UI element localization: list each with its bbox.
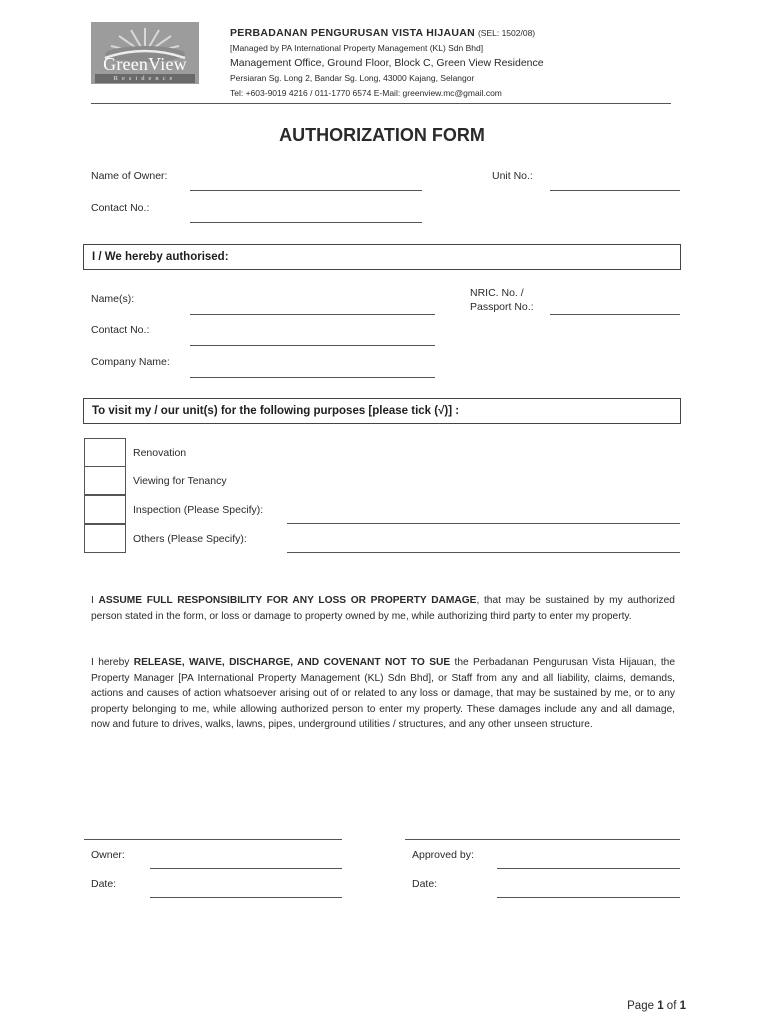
- renovation-label: Renovation: [133, 447, 187, 459]
- approved-by-label: Approved by:: [412, 849, 474, 861]
- organisation-details: [230, 26, 544, 101]
- para1-emphasis: ASSUME FULL RESPONSIBILITY FOR ANY LOSS OR PROPERTY DAMAGE: [98, 595, 477, 606]
- owner-signature-label: Owner:: [91, 849, 125, 861]
- para2-body: the Perbadanan Pengurusan Vista Hijauan, the Property Manager [PA International Property Management (KL) Sdn Bhd], or Staff from any and all liability, claims, demands, actions and causes of action whatsoever arising out of or related to any loss or damage, that may be sustained by me, or to any property belonging to me, while allowing authorized person to enter my property. These damages include any and all damage, now and future to drives, walks, lawns, pipes, underground utilities / structures, and any other unseen structure.: [91, 657, 675, 730]
- unit-number-label: Unit No.:: [492, 170, 533, 182]
- owner-name-signoff-field[interactable]: [150, 868, 342, 869]
- organisation-name: PERBADANAN PENGURUSAN VISTA HIJAUAN: [230, 27, 476, 39]
- responsibility-paragraph: [91, 593, 675, 624]
- authorised-names-field[interactable]: [190, 314, 435, 315]
- nric-field[interactable]: [550, 314, 680, 315]
- company-name-field[interactable]: [190, 377, 435, 378]
- authorised-heading: I / We hereby authorised:: [83, 244, 681, 270]
- unit-number-field[interactable]: [550, 190, 680, 191]
- viewing-tenancy-checkbox[interactable]: [84, 466, 126, 495]
- logo-subtitle: Residence: [95, 74, 195, 83]
- para2-prefix: I hereby: [91, 657, 134, 668]
- authorised-contact-field[interactable]: [190, 345, 435, 346]
- residence-logo: [91, 22, 199, 84]
- nric-label: [470, 286, 534, 314]
- page-of: of: [663, 1000, 680, 1012]
- approver-date-field[interactable]: [497, 897, 680, 898]
- page-current: 1: [657, 1000, 664, 1012]
- owner-contact-label: Contact No.:: [91, 202, 150, 214]
- office-address: Management Office, Ground Floor, Block C, Green View Residence: [230, 57, 544, 69]
- authorised-contact-label: Contact No.:: [91, 324, 150, 336]
- approver-date-label: Date:: [412, 878, 438, 890]
- owner-contact-field[interactable]: [190, 222, 422, 223]
- company-name-label: Company Name:: [91, 356, 170, 368]
- contact-info: Tel: +603-9019 4216 / 011-1770 6574 E-Mail: greenview.mc@gmail.com: [230, 88, 502, 98]
- authorised-names-label: Name(s):: [91, 293, 135, 305]
- owner-date-label: Date:: [91, 878, 117, 890]
- others-specify-field[interactable]: [287, 552, 680, 553]
- owner-name-label: Name of Owner:: [91, 170, 168, 182]
- owner-name-field[interactable]: [190, 190, 422, 191]
- others-checkbox[interactable]: [84, 524, 126, 553]
- viewing-tenancy-label: Viewing for Tenancy: [133, 475, 227, 487]
- owner-date-field[interactable]: [150, 897, 342, 898]
- para2-emphasis: RELEASE, WAIVE, DISCHARGE, AND COVENANT NOT TO SUE: [133, 657, 451, 668]
- nric-label-line1: NRIC. No. /: [470, 287, 524, 299]
- approved-by-field[interactable]: [497, 868, 680, 869]
- others-label: Others (Please Specify):: [133, 533, 247, 545]
- inspection-specify-field[interactable]: [287, 523, 680, 524]
- renovation-checkbox[interactable]: [84, 438, 126, 467]
- page-prefix: Page: [627, 1000, 658, 1012]
- page-total: 1: [679, 1000, 686, 1012]
- managed-by: [Managed by PA International Property Management (KL) Sdn Bhd]: [230, 43, 484, 53]
- para1-prefix: I: [91, 595, 99, 606]
- purposes-heading: To visit my / our unit(s) for the following purposes [please tick (√)] :: [83, 398, 681, 424]
- registration-number: (SEL: 1502/08): [477, 28, 536, 38]
- page-number: [627, 1000, 686, 1012]
- nric-label-line2: Passport No.:: [470, 301, 534, 313]
- inspection-label: Inspection (Please Specify):: [133, 504, 264, 516]
- logo-wordmark: GreenView: [103, 54, 187, 74]
- approver-signature-line[interactable]: [405, 839, 680, 840]
- owner-signature-line[interactable]: [84, 839, 342, 840]
- inspection-checkbox[interactable]: [84, 495, 126, 524]
- letterhead-divider: [91, 103, 671, 104]
- street-address: Persiaran Sg. Long 2, Bandar Sg. Long, 43000 Kajang, Selangor: [230, 73, 475, 83]
- form-title: AUTHORIZATION FORM: [279, 125, 485, 145]
- para1-body: , that may be sustained by my authorized person stated in the form, or loss or damage to property owned by me, while authorizing third party to enter my property.: [91, 595, 675, 622]
- release-paragraph: [91, 655, 675, 733]
